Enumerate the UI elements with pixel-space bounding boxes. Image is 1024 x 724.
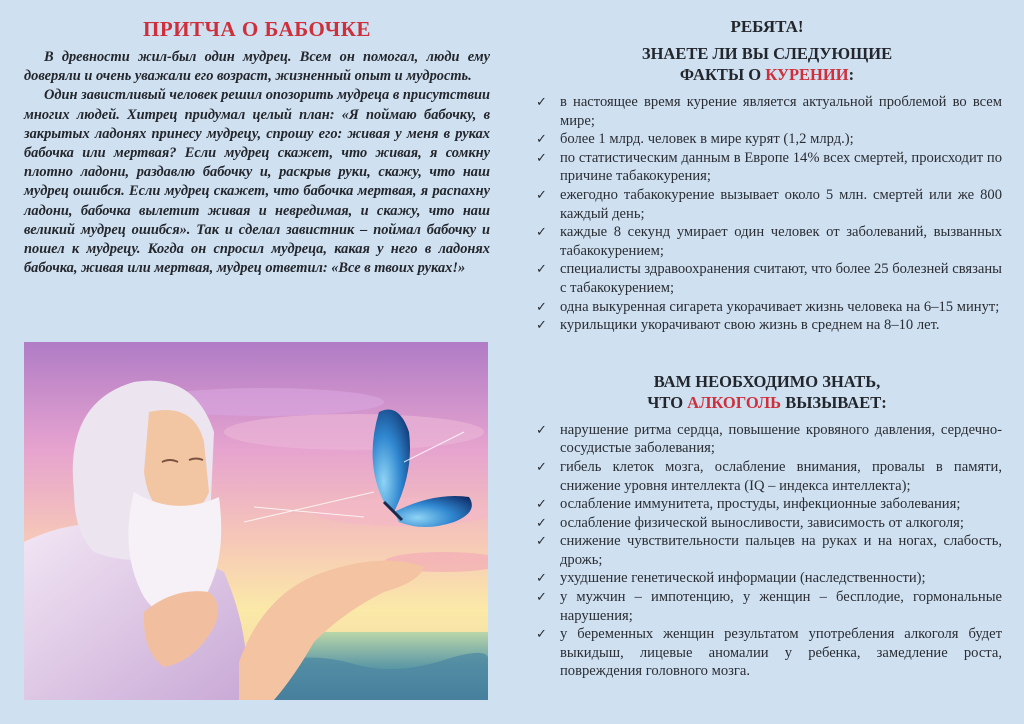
list-item-text: по статистическим данным в Европе 14% всех смертей, происходит по причине табакокурения;	[560, 149, 1002, 185]
smoking-heading-prefix: ФАКТЫ О	[679, 65, 766, 84]
checkmark-icon: ✓	[536, 186, 547, 202]
list-item	[532, 514, 1002, 533]
smoking-heading-highlight: КУРЕНИИ	[765, 65, 849, 84]
checkmark-icon: ✓	[536, 496, 547, 512]
checkmark-icon: ✓	[536, 261, 547, 277]
list-item	[532, 93, 1002, 130]
smoking-heading-line1: ЗНАЕТЕ ЛИ ВЫ СЛЕДУЮЩИЕ	[641, 44, 893, 63]
checkmark-icon: ✓	[536, 514, 547, 530]
list-item-text: специалисты здравоохранения считают, что более 25 болезней связаны с табакокурением;	[560, 261, 1002, 296]
list-item-text: более 1 млрд. человек в мире курят (1,2 млрд.);	[560, 131, 854, 148]
list-item-text: одна выкуренная сигарета укорачивает жизнь человека на 6–15 минут;	[560, 298, 1000, 315]
alcohol-heading-suffix: ВЫЗЫВАЕТ:	[781, 392, 887, 412]
list-item	[532, 532, 1002, 569]
parable-paragraph: Один завистливый человек решил опозорить мудреца в присутствии многих людей. Хитрец придумал целый план: «Я поймаю бабочку, в закрытых ладонях принесу мудрецу, спрошу его: живая у меня в руках бабочка или мертвая? Если мудрец скажет, что живая, я сомкну плотно ладони, раздавлю бабочку и, раскрыв руки, скажу, что наш мудрец ошибся. Если мудрец скажет, что бабочка мертвая, я распахну ладони, бабочка вылетит живая и невредимая, и скажу, что наш великий мудрец ошибся». Так и сделал завистник – поймал бабочку и пошел к мудрецу. Когда он спросил мудреца, какая у него в ладонях бабочка, живая или мертвая, мудрец ответил: «Все в твоих руках!»	[24, 87, 490, 277]
list-item	[532, 130, 1002, 149]
list-item-text: у мужчин – импотенцию, у женщин – бесплодие, гормональные нарушения;	[560, 589, 1002, 624]
list-item-text: ослабление физической выносливости, зависимость от алкоголя;	[560, 514, 964, 531]
checkmark-icon: ✓	[536, 94, 547, 109]
alcohol-heading	[532, 371, 1002, 413]
wise-man-butterfly-image	[24, 342, 488, 700]
list-item	[532, 421, 1002, 458]
parable-paragraph: В древности жил-был один мудрец. Всем он помогал, люди ему доверяли и очень уважали его возраст, жизненный опыт и мудрость.	[24, 49, 490, 85]
checkmark-icon: ✓	[536, 149, 547, 165]
list-item	[532, 495, 1002, 514]
list-item	[532, 316, 1002, 335]
list-item-text: в настоящее время курение является актуальной проблемой во всем мире;	[560, 94, 1002, 129]
smoking-heading	[532, 43, 1002, 85]
list-item-text: курильщики укорачивают свою жизнь в среднем на 8–10 лет.	[560, 317, 940, 334]
list-item-text: нарушение ритма сердца, повышение кровяного давления, сердечно-сосудистые заболевания;	[560, 421, 1002, 457]
list-item	[532, 260, 1002, 297]
alcohol-heading-line1: ВАМ НЕОБХОДИМО ЗНАТЬ,	[653, 371, 881, 391]
smoking-heading-suffix: :	[848, 65, 855, 84]
alcohol-effects-list	[532, 421, 1002, 681]
checkmark-icon: ✓	[536, 224, 547, 240]
wise-man-with-butterfly-illustration-icon	[24, 342, 488, 700]
list-item	[532, 569, 1002, 588]
smoking-facts-list	[532, 93, 1002, 335]
list-item-text: гибель клеток мозга, ослабление внимания, провалы в памяти, снижение уровня интеллекта (IQ – индекса интеллекта);	[560, 458, 1002, 494]
parable-text	[24, 48, 490, 278]
right-column	[532, 16, 1002, 681]
checkmark-icon: ✓	[536, 131, 547, 147]
checkmark-icon: ✓	[536, 421, 547, 437]
smoking-section	[532, 43, 1002, 335]
list-item-text: ежегодно табакокурение вызывает около 5 млн. смертей или же 800 каждый день;	[560, 186, 1002, 222]
checkmark-icon: ✓	[536, 317, 547, 333]
list-item-text: у беременных женщин результатом употребления алкоголя будет выкидыш, лицевые аномалии у ребенка, замедление роста, повреждения головного мозга.	[560, 626, 1002, 680]
left-column	[24, 16, 490, 278]
list-item	[532, 186, 1002, 223]
list-item-text: ухудшение генетической информации (наследственности);	[560, 570, 926, 587]
list-item	[532, 298, 1002, 317]
list-item	[532, 223, 1002, 260]
parable-title: ПРИТЧА О БАБОЧКЕ	[143, 17, 371, 41]
checkmark-icon: ✓	[536, 570, 547, 586]
checkmark-icon: ✓	[536, 589, 547, 605]
list-item-text: каждые 8 секунд умирает один человек от заболеваний, вызванных табакокурением;	[560, 224, 1002, 259]
alcohol-heading-highlight: АЛКОГОЛЬ	[687, 392, 782, 412]
checkmark-icon: ✓	[536, 533, 547, 549]
alcohol-heading-prefix: ЧТО	[647, 392, 688, 412]
list-item	[532, 149, 1002, 186]
alcohol-section	[532, 371, 1002, 681]
list-item-text: снижение чувствительности пальцев на руках и на ногах, слабость, дрожь;	[560, 533, 1002, 568]
checkmark-icon: ✓	[536, 298, 547, 314]
checkmark-icon: ✓	[536, 458, 547, 474]
list-item-text: ослабление иммунитета, простуды, инфекционные заболевания;	[560, 496, 961, 513]
list-item	[532, 588, 1002, 625]
list-item	[532, 625, 1002, 681]
list-item	[532, 458, 1002, 495]
greeting-heading: РЕБЯТА!	[730, 17, 804, 36]
checkmark-icon: ✓	[536, 626, 547, 642]
